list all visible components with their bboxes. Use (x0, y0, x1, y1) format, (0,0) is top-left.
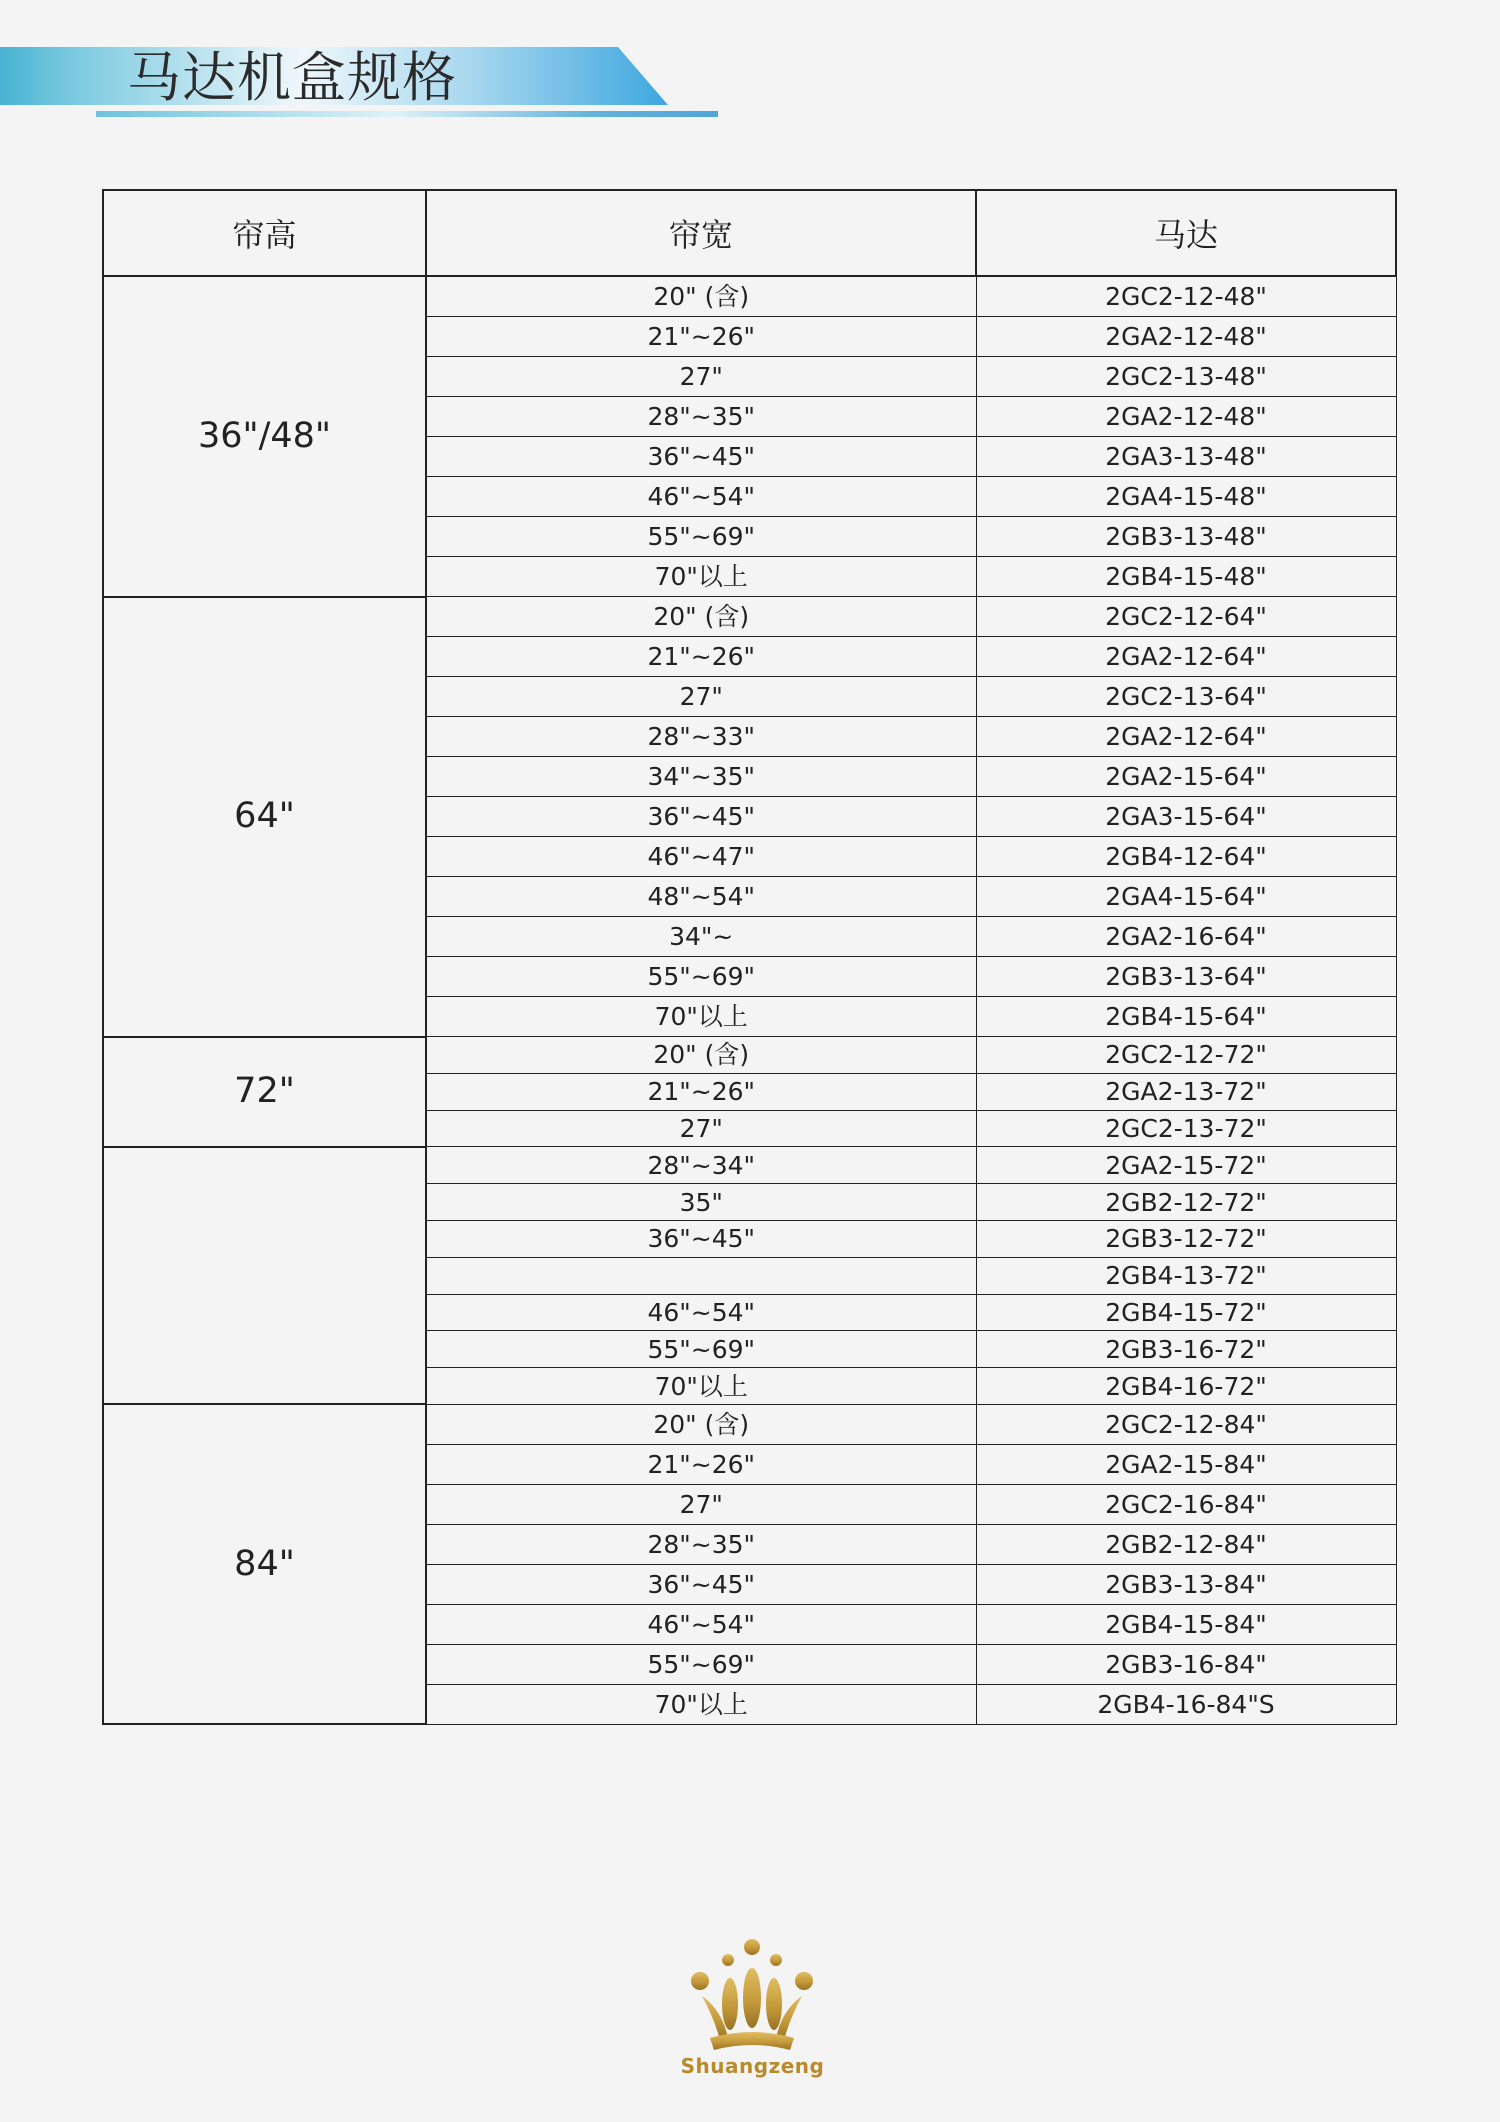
header-motor: 马达 (976, 190, 1396, 276)
table-body (103, 276, 1396, 1724)
motor-spec-table (102, 189, 1397, 1725)
curtain-width-cell: 20" (含) (426, 276, 976, 317)
curtain-width-cell: 21"~26" (426, 317, 976, 357)
curtain-width-cell: 34"~35" (426, 757, 976, 797)
curtain-width-cell: 36"~45" (426, 437, 976, 477)
title-banner (0, 47, 668, 109)
curtain-width-cell: 35" (426, 1184, 976, 1221)
curtain-width-cell: 28"~34" (426, 1147, 976, 1184)
curtain-width-cell: 48"~54" (426, 877, 976, 917)
motor-model-cell: 2GA2-12-64" (976, 637, 1396, 677)
motor-model-cell: 2GA3-13-48" (976, 437, 1396, 477)
motor-model-cell: 2GB4-15-64" (976, 997, 1396, 1037)
motor-model-cell: 2GA2-16-64" (976, 917, 1396, 957)
motor-model-cell: 2GC2-13-72" (976, 1110, 1396, 1147)
motor-model-cell: 2GB4-13-72" (976, 1257, 1396, 1294)
motor-model-cell: 2GA2-12-64" (976, 717, 1396, 757)
table-row (103, 1037, 1396, 1074)
motor-model-cell: 2GB4-16-84"S (976, 1684, 1396, 1724)
curtain-width-cell: 46"~47" (426, 837, 976, 877)
motor-model-cell: 2GB2-12-84" (976, 1524, 1396, 1564)
motor-model-cell: 2GA3-15-64" (976, 797, 1396, 837)
curtain-height-cell: 72" (103, 1037, 426, 1147)
curtain-width-cell: 55"~69" (426, 1331, 976, 1368)
brand-name: Shuangzeng (680, 2054, 825, 2078)
motor-model-cell: 2GB4-15-84" (976, 1604, 1396, 1644)
banner-underline (96, 111, 718, 117)
motor-model-cell: 2GA2-12-48" (976, 317, 1396, 357)
motor-model-cell: 2GC2-13-64" (976, 677, 1396, 717)
motor-model-cell: 2GA2-15-72" (976, 1147, 1396, 1184)
curtain-width-cell: 27" (426, 677, 976, 717)
motor-model-cell: 2GB3-13-84" (976, 1564, 1396, 1604)
motor-model-cell: 2GB3-13-64" (976, 957, 1396, 997)
curtain-width-cell: 20" (含) (426, 1037, 976, 1074)
motor-model-cell: 2GB4-15-72" (976, 1294, 1396, 1331)
curtain-height-cell: 64" (103, 597, 426, 1037)
curtain-width-cell: 36"~45" (426, 797, 976, 837)
page-title: 马达机盒规格 (127, 46, 457, 109)
curtain-width-cell: 46"~54" (426, 477, 976, 517)
motor-model-cell: 2GC2-12-72" (976, 1037, 1396, 1074)
motor-model-cell: 2GA2-15-84" (976, 1444, 1396, 1484)
motor-model-cell: 2GB3-13-48" (976, 517, 1396, 557)
curtain-width-cell: 55"~69" (426, 957, 976, 997)
curtain-width-cell: 28"~35" (426, 397, 976, 437)
motor-model-cell: 2GC2-12-84" (976, 1404, 1396, 1444)
motor-model-cell: 2GB4-16-72" (976, 1368, 1396, 1405)
curtain-height-cell: 84" (103, 1404, 426, 1724)
curtain-width-cell: 70"以上 (426, 997, 976, 1037)
table-row (103, 1147, 1396, 1184)
motor-model-cell: 2GA2-12-48" (976, 397, 1396, 437)
motor-model-cell: 2GB2-12-72" (976, 1184, 1396, 1221)
motor-model-cell: 2GB4-15-48" (976, 557, 1396, 597)
table-row (103, 1404, 1396, 1444)
table-row (103, 597, 1396, 637)
table-header-row (103, 190, 1396, 276)
curtain-width-cell (426, 1257, 976, 1294)
curtain-width-cell: 46"~54" (426, 1604, 976, 1644)
curtain-width-cell: 27" (426, 1110, 976, 1147)
curtain-width-cell: 46"~54" (426, 1294, 976, 1331)
motor-model-cell: 2GB3-12-72" (976, 1220, 1396, 1257)
motor-model-cell: 2GC2-16-84" (976, 1484, 1396, 1524)
motor-model-cell: 2GC2-12-64" (976, 597, 1396, 637)
header-curtain-width: 帘宽 (426, 190, 976, 276)
motor-model-cell: 2GB4-12-64" (976, 837, 1396, 877)
motor-model-cell: 2GA2-13-72" (976, 1073, 1396, 1110)
motor-model-cell: 2GC2-13-48" (976, 357, 1396, 397)
curtain-width-cell: 70"以上 (426, 557, 976, 597)
motor-model-cell: 2GA2-15-64" (976, 757, 1396, 797)
curtain-width-cell: 36"~45" (426, 1564, 976, 1604)
curtain-width-cell: 27" (426, 357, 976, 397)
curtain-width-cell: 55"~69" (426, 1644, 976, 1684)
crown-icon (680, 1938, 825, 2056)
curtain-width-cell: 21"~26" (426, 1444, 976, 1484)
header-curtain-height: 帘高 (103, 190, 426, 276)
curtain-width-cell: 70"以上 (426, 1368, 976, 1405)
curtain-height-cell (103, 1147, 426, 1405)
motor-model-cell: 2GA4-15-64" (976, 877, 1396, 917)
motor-model-cell: 2GA4-15-48" (976, 477, 1396, 517)
brand-logo (680, 1938, 825, 2088)
curtain-width-cell: 70"以上 (426, 1684, 976, 1724)
curtain-width-cell: 55"~69" (426, 517, 976, 557)
motor-model-cell: 2GB3-16-84" (976, 1644, 1396, 1684)
curtain-width-cell: 21"~26" (426, 637, 976, 677)
curtain-width-cell: 20" (含) (426, 597, 976, 637)
curtain-width-cell: 28"~33" (426, 717, 976, 757)
motor-model-cell: 2GB3-16-72" (976, 1331, 1396, 1368)
curtain-width-cell: 27" (426, 1484, 976, 1524)
curtain-height-cell: 36"/48" (103, 276, 426, 597)
curtain-width-cell: 36"~45" (426, 1220, 976, 1257)
curtain-width-cell: 34"~ (426, 917, 976, 957)
table-row (103, 276, 1396, 317)
curtain-width-cell: 21"~26" (426, 1073, 976, 1110)
curtain-width-cell: 20" (含) (426, 1404, 976, 1444)
curtain-width-cell: 28"~35" (426, 1524, 976, 1564)
motor-model-cell: 2GC2-12-48" (976, 276, 1396, 317)
